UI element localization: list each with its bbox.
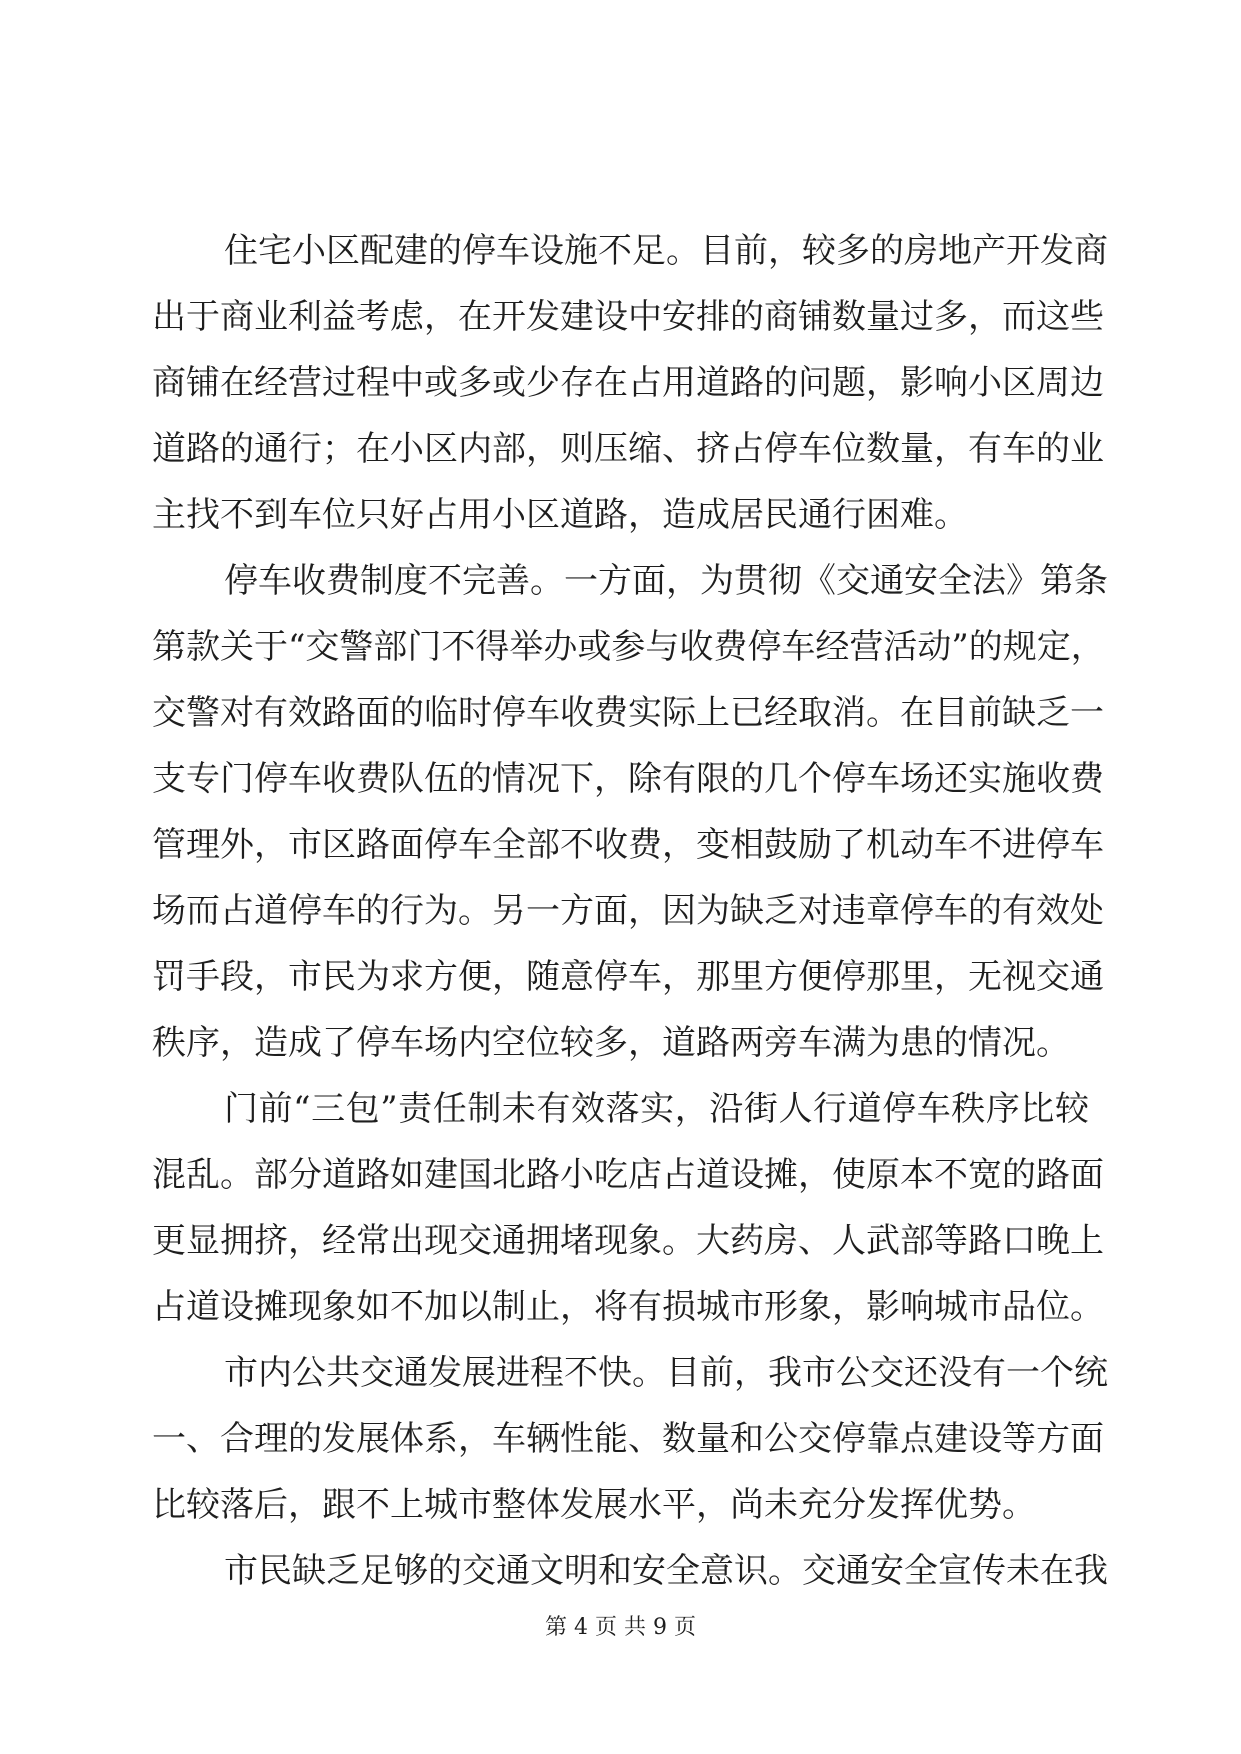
text-line: 秩序，造成了停车场内空位较多，道路两旁车满为患的情况。 — [152, 1023, 1070, 1063]
text-line: 比较落后，跟不上城市整体发展水平，尚未充分发挥优势。 — [152, 1485, 1036, 1525]
text-line: 道路的通行；在小区内部，则压缩、挤占停车位数量，有车的业 — [152, 429, 1104, 469]
body-text — [152, 218, 1108, 1604]
text-line: 出于商业利益考虑，在开发建设中安排的商铺数量过多，而这些 — [152, 297, 1104, 337]
text-line: 交警对有效路面的临时停车收费实际上已经取消。在目前缺乏一 — [152, 693, 1104, 733]
text-line: 住宅小区配建的停车设施不足。目前，较多的房地产开发商 — [224, 231, 1108, 271]
text-line: 市民缺乏足够的交通文明和安全意识。交通安全宣传未在我 — [224, 1551, 1108, 1591]
text-line: 主找不到车位只好占用小区道路，造成居民通行困难。 — [152, 495, 968, 535]
text-line: 管理外，市区路面停车全部不收费，变相鼓励了机动车不进停车 — [152, 825, 1104, 865]
text-line: 市内公共交通发展进程不快。目前，我市公交还没有一个统 — [224, 1353, 1108, 1393]
text-line: 停车收费制度不完善。一方面，为贯彻《交通安全法》第条 — [224, 561, 1108, 601]
text-line: 支专门停车收费队伍的情况下，除有限的几个停车场还实施收费 — [152, 759, 1104, 799]
text-line: 罚手段，市民为求方便，随意停车，那里方便停那里，无视交通 — [152, 957, 1104, 997]
text-line: 商铺在经营过程中或多或少存在占用道路的问题，影响小区周边 — [152, 363, 1104, 403]
text-line: 门前“三包”责任制未有效落实，沿街人行道停车秩序比较 — [224, 1089, 1089, 1129]
text-line: 更显拥挤，经常出现交通拥堵现象。大药房、人武部等路口晚上 — [152, 1221, 1104, 1261]
page-number-footer: 第 4 页 共 9 页 — [545, 1615, 696, 1640]
text-line: 一、合理的发展体系，车辆性能、数量和公交停靠点建设等方面 — [152, 1419, 1104, 1459]
text-line: 混乱。部分道路如建国北路小吃店占道设摊，使原本不宽的路面 — [152, 1155, 1104, 1195]
text-line: 占道设摊现象如不加以制止，将有损城市形象，影响城市品位。 — [152, 1287, 1104, 1327]
text-line: 第款关于“交警部门不得举办或参与收费停车经营活动”的规定， — [152, 627, 1105, 667]
text-line: 场而占道停车的行为。另一方面，因为缺乏对违章停车的有效处 — [152, 891, 1104, 931]
